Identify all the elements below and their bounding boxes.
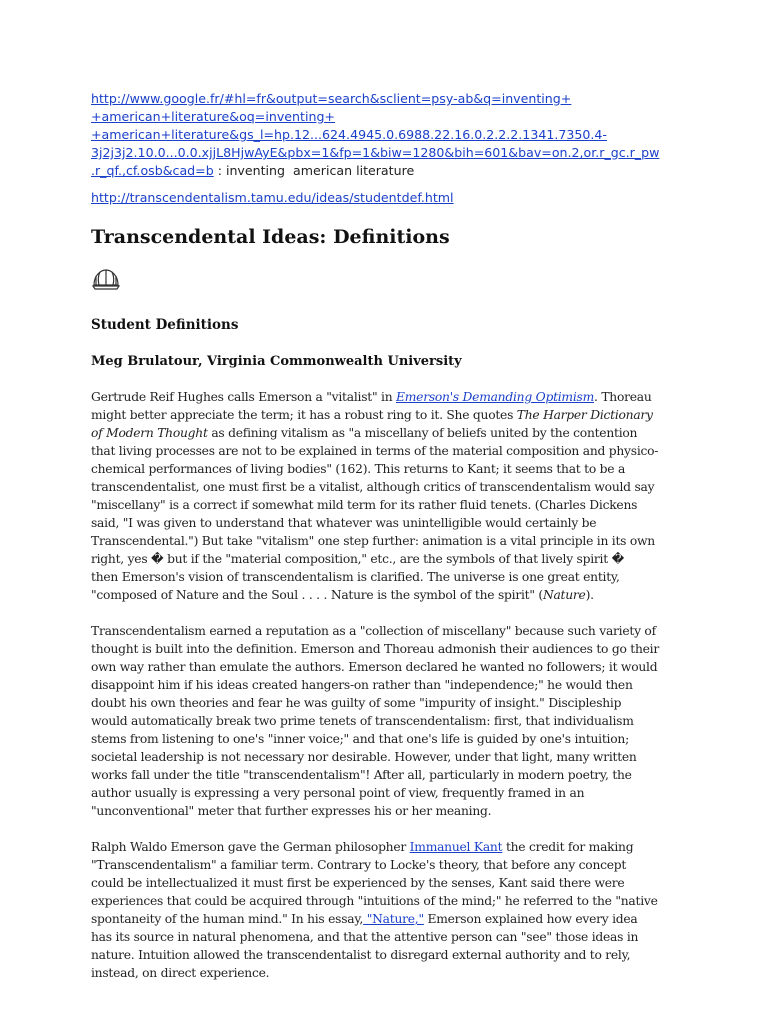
paragraph-text: right, yes � but if the "material composition," etc., are the symbols of that lively spirit �	[91, 552, 624, 566]
paragraph-text: "miscellany" is a correct if somewhat mild term for its rather fluid tenets. (Charles Dickens	[91, 498, 638, 512]
paragraph-text: doubt his own theories and fear he was guilty of some "impurity of insight." Discipleship	[91, 696, 622, 710]
paragraph-text: has its source in natural phenomena, and that the attentive person can "see" those ideas in	[91, 930, 639, 944]
paragraph-text: of Modern Thought	[91, 426, 208, 440]
nature-essay-link[interactable]: "Nature,"	[363, 912, 424, 926]
url-line: +american+literature&oq=inventing+	[91, 109, 335, 124]
paragraph-text: then Emerson's vision of transcendentalism is clarified. The universe is one great entity,	[91, 570, 620, 584]
text-line	[91, 406, 681, 424]
paragraph-text: Emerson explained how every idea	[423, 912, 638, 926]
paragraph-kant	[91, 838, 681, 982]
paragraph-text: thought is built into the definition. Emerson and Thoreau admonish their audiences to go their	[91, 642, 659, 656]
paragraph-text: "composed of Nature and the Soul . . . . Nature is the symbol of the spirit" (	[91, 588, 543, 602]
paragraph-text: "unconventional" meter that further expresses his or her meaning.	[91, 804, 492, 818]
paragraph-text: . Thoreau	[594, 390, 652, 404]
url-line: .r_qf.,cf.osb&cad=b	[91, 163, 214, 178]
paragraph-text: could be intellectualized it must first be experienced by the senses, Kant said there were	[91, 876, 625, 890]
paragraph-text: disappoint him if his ideas created hangers-on rather than "independence;" he would then	[91, 678, 633, 692]
section-heading: Student Definitions	[91, 317, 239, 333]
paragraph-text: experiences that could be acquired through "intuitions of the mind;" he referred to the "native	[91, 894, 658, 908]
paragraph-text: spontaneity of the human mind." In his essay,	[91, 912, 364, 926]
paragraph-text: that living processes are not to be explained in terms of the material composition and physico-	[91, 444, 659, 458]
url-line: +american+literature&gs_l=hp.12...624.4945.0.6988.22.16.0.2.2.2.1341.7350.4-	[91, 127, 607, 142]
paragraph-text: the credit for making	[502, 840, 634, 854]
paragraph-text: Gertrude Reif Hughes calls Emerson a "vitalist" in	[91, 390, 397, 404]
paragraph-text: chemical performances of living bodies" (162). This returns to Kant; it seems that to be a	[91, 462, 626, 476]
paragraph-text: stems from listening to one's "inner voice;" and that one's life is guided by one's intuition;	[91, 732, 629, 746]
paragraph-text: societal leadership is not necessary nor desirable. However, under that light, many written	[91, 750, 637, 764]
paragraph-text: The Harper Dictionary	[516, 408, 653, 422]
paragraph-text: Transcendentalism earned a reputation as a "collection of miscellany" because such variety of	[91, 624, 656, 638]
paragraph-text: Transcendental.") But take "vitalism" one step further: animation is a vital principle in its own	[91, 534, 655, 548]
paragraph-vitalist	[91, 388, 681, 604]
paragraph-text: Ralph Waldo Emerson gave the German philosopher	[91, 840, 410, 854]
paragraph-text: nature. Intuition allowed the transcendentalist to disregard external authority and to rely,	[91, 948, 631, 962]
search-query-text: : inventing american literature	[213, 163, 415, 178]
tamu-link[interactable]: http://transcendentalism.tamu.edu/ideas/studentdef.html	[91, 190, 454, 205]
paragraph-text: said, "I was given to understand that whatever was unintelligible would certainly be	[91, 516, 597, 530]
immanuel-kant-link[interactable]: Immanuel Kant	[409, 840, 503, 854]
paragraph-text: "Transcendentalism" a familiar term. Contrary to Locke's theory, that before any concept	[91, 858, 627, 872]
emersons-demanding-optimism-link[interactable]: Emerson's Demanding Optimism	[396, 390, 595, 404]
paragraph-text: own way rather than emulate the authors. Emerson declared he wanted no followers; it would	[91, 660, 658, 674]
google-search-link-block	[91, 90, 691, 180]
url-line: 3j2j3j2.10.0...0.0.xjjL8HjwAyE&pbx=1&fp=1&biw=1280&bih=601&bav=on.2,or.r_gc.r_pw	[91, 145, 660, 160]
paragraph-text: instead, on direct experience.	[91, 966, 270, 980]
paragraph-text: works fall under the title "transcendentalism"! After all, particularly in modern poetry, the	[91, 768, 632, 782]
text-line	[91, 910, 681, 928]
tamu-link-line	[91, 189, 454, 207]
text-line	[91, 838, 681, 856]
paragraph-miscellany	[91, 622, 681, 820]
page-title: Transcendental Ideas: Definitions	[91, 226, 450, 248]
paragraph-text: would automatically break two prime tenets of transcendentalism: first, that individualism	[91, 714, 634, 728]
paragraph-text: might better appreciate the term; it has a robust ring to it. She quotes	[91, 408, 517, 422]
shell-ornament-icon	[91, 267, 121, 291]
text-line	[91, 424, 681, 442]
paragraph-text: as defining vitalism as "a miscellany of beliefs united by the contention	[207, 426, 638, 440]
paragraph-text: author usually is expressing a very personal point of view, frequently framed in an	[91, 786, 585, 800]
paragraph-text: Nature	[542, 588, 586, 602]
text-line	[91, 388, 681, 406]
paragraph-text: transcendentalist, one must first be a vitalist, although critics of transcendentalism would say	[91, 480, 655, 494]
paragraph-text: ).	[585, 588, 594, 602]
author-byline: Meg Brulatour, Virginia Commonwealth University	[91, 354, 462, 369]
text-line	[91, 586, 681, 604]
url-line: http://www.google.fr/#hl=fr&output=search&sclient=psy-ab&q=inventing+	[91, 91, 572, 106]
